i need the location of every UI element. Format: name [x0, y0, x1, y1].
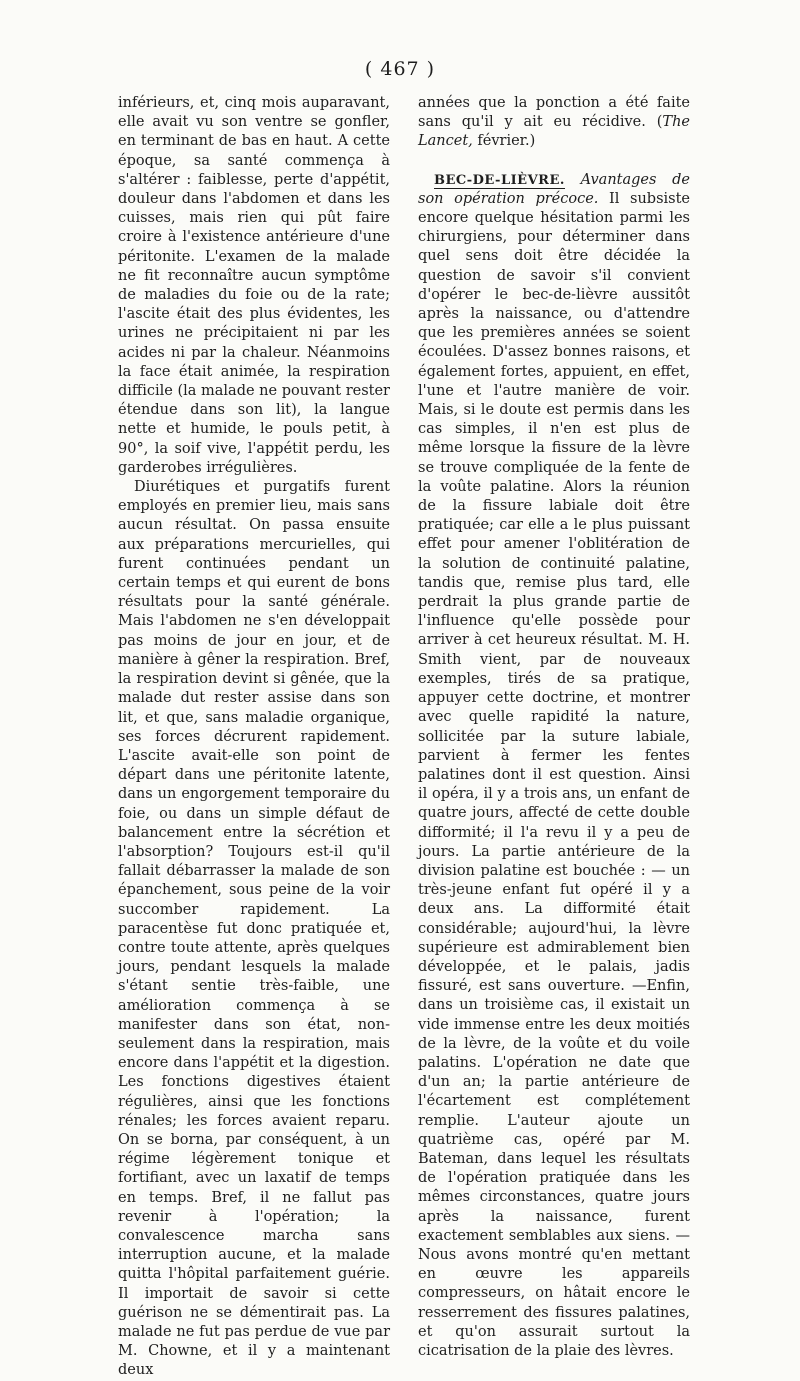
section-title: BEC-DE-LIÈVRE. — [434, 172, 565, 188]
paragraph-separator — [418, 152, 690, 171]
left-paragraph-2: Diurétiques et purgatifs furent employés en premier lieu, mais sans aucun résultat. On passa ensuite aux préparations mercurielles, qui furent continuées pendant un certain temps et qui eurent de bons résultats pour la santé générale. Mais l'abdomen ne s'en développait pas moins de jour en jour, et de manière à gêner la respiration. Bref, la respiration devint si gênée, que la malade dut rester assise dans son lit, et que, sans maladie organique, ses forces décrurent rapidement. L'ascite avait-elle son point de départ dans une péritonite latente, dans un engorgement temporaire du foie, ou dans un simple défaut de balancement entre la sécrétion et l'absorption? Toujours est-il qu'il fallait débarrasser la malade de son épanchement, sous peine de la voir succomber rapidement. La paracentèse fut donc pratiquée et, contre toute attente, après quelques jours, pendant lesquels la malade s'étant sentie très-faible, une amélioration commença à se manifester dans son état, non-seulement dans la respiration, mais encore dans l'appétit et la digestion. Les fonctions digestives étaient régulières, ainsi que les fonctions rénales; les forces avaient reparu. On se borna, par conséquent, à un régime légèrement tonique et fortifiant, avec un laxatif de temps en temps. Bref, il ne fallut pas revenir à l'opération; la convalescence marcha sans interruption aucune, et la malade quitta l'hôpital parfaitement guérie. Il importait de savoir si cette guérison ne se démentirait pas. La malade ne fut pas perdue de vue par M. Chowne, et il y a maintenant deux — [118, 479, 390, 1379]
right-paragraph-1-text: années que la ponction a été faite sans qu'il y ait eu récidive. ( — [418, 95, 690, 131]
right-column — [418, 94, 690, 1361]
source-citation: The Lancet, — [418, 114, 690, 150]
right-paragraph-2-body: Il subsiste encore quelque hésitation parmi les chirurgiens, pour déterminer dans quel sens doit être décidée la question de savoir s'il convient d'opérer le bec-de-lièvre aussitôt après la naissance, ou d'attendre que les premières années se soient écoulées. D'assez bonnes raisons, et également fortes, appuient, en effet, l'une et l'autre manière de voir. Mais, si le doute est permis dans les cas simples, il n'en est plus de même lorsque la fissure de la lèvre se trouve compliquée de la fente de la voûte palatine. Alors la réunion de la fissure labiale doit être pratiquée; car elle a le plus puissant effet pour amener l'oblitération de la solution de continuité palatine, tandis que, remise plus tard, elle perdrait la plus grande partie de l'influence qu'elle possède pour arriver à cet heureux résultat. M. H. Smith vient, par de nouveaux exemples, tirés de sa pratique, appuyer cette doctrine, et montrer avec quelle rapidité la nature, sollicitée par la suture labiale, parvient à fermer les fentes palatines dont il est question. Ainsi il opéra, il y a trois ans, un enfant de quatre jours, affecté de cette double difformité; il l'a revu il y a peu de jours. La partie antérieure de la division palatine est bouchée : — un très-jeune enfant fut opéré il y a deux ans. La difformité était considérable; aujourd'hui, la lèvre supérieure est admirablement bien développée, et le palais, jadis fissuré, est sans ouverture. —Enfin, dans un troisième cas, il existait un vide immense entre les deux moitiés de la lèvre, de la voûte et du voile palatins. L'opération ne date que d'un an; la partie antérieure de l'écartement est complétement remplie. L'auteur ajoute un quatrième cas, opéré par M. Bateman, dans lequel les résultats de l'opération pratiquée dans les mêmes circonstances, quatre jours après la naissance, furent exactement semblables aux siens. —Nous avons montré qu'en mettant en œuvre les appareils compresseurs, on hâtait encore le resserrement des fissures palatines, et qu'on assurait surtout la cicatrisation de la plaie des lèvres. — [418, 190, 690, 1359]
right-paragraph-1-end: février.) — [472, 133, 536, 150]
left-paragraph-1: inférieurs, et, cinq mois auparavant, elle avait vu son ventre se gonfler, en terminant de bas en haut. A cette époque, sa santé commença à s'altérer : faiblesse, perte d'appétit, douleur dans l'abdomen et dans les cuisses, mais rien qui pût faire croire à l'existence antérieure d'une péritonite. L'examen de la malade ne fit reconnaître aucun symptôme de maladies du foie ou de la rate; l'ascite était des plus évidentes, les urines ne précipitaient ni par les acides ni par la chaleur. Néanmoins la face était animée, la respiration difficile (la malade ne pouvant rester étendue dans son lit), la langue nette et humide, le pouls petit, à 90°, la soif vive, l'appétit perdu, les garderobes irrégulières. — [118, 95, 390, 476]
section-subtitle: Avantages de son opération précoce. — [418, 171, 690, 207]
left-column — [118, 94, 390, 1381]
right-paragraph-1 — [418, 94, 690, 152]
page-number: ( 467 ) — [364, 58, 436, 80]
right-paragraph-2 — [418, 171, 690, 1362]
